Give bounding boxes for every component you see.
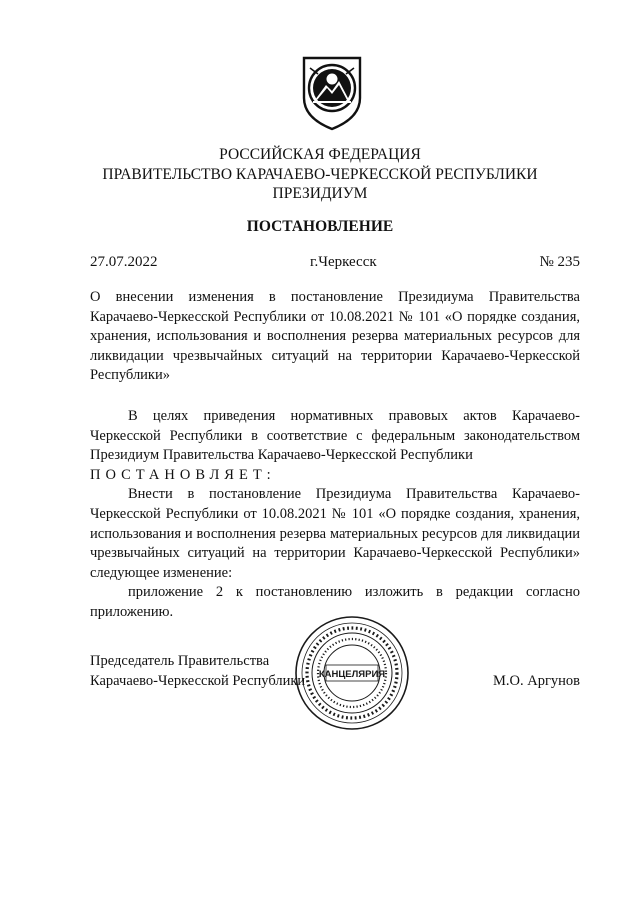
decree-paragraph <box>90 466 580 486</box>
document-header <box>0 145 640 204</box>
stamp-center-label: КАНЦЕЛЯРИЯ <box>318 669 386 680</box>
document-type: ПОСТАНОВЛЕНИЕ <box>246 218 394 235</box>
signatory-position-line-1: Председатель Правительства <box>90 653 270 669</box>
preamble-paragraph: В целях приведения нормативных правовых актов Карачаево-Черкесской Республики в соответствие с федеральным законодательством Президиум Правительства Карачаево-Черкесской Республики <box>90 408 580 464</box>
document-date: 27.07.2022 <box>90 254 158 270</box>
document-city: г.Черкесск <box>310 254 377 270</box>
official-stamp <box>293 614 411 732</box>
signatory-position-line-2: Карачаево-Черкесской Республики <box>90 672 306 689</box>
coat-of-arms-icon <box>296 52 368 132</box>
country-name: РОССИЙСКАЯ ФЕДЕРАЦИЯ <box>219 146 421 163</box>
government-name: ПРАВИТЕЛЬСТВО КАРАЧАЕВО-ЧЕРКЕССКОЙ РЕСПУБЛИКИ <box>102 165 538 183</box>
signatory-name: М.О. Аргунов <box>492 672 580 689</box>
document-body <box>90 407 580 623</box>
authority-name: ПРЕЗИДИУМ <box>272 185 368 202</box>
document-subject: О внесении изменения в постановление Президиума Правительства Карачаево-Черкесской Республики от 10.08.2021 № 101 «О порядке создания, хранения, использования и восполнения резерва материальных ресурсов для ликвидации чрезвычайных ситуаций на территории Карачаево-Черкесской Республики» <box>90 289 580 384</box>
decree-word: ПОСТАНОВЛЯЕТ: <box>90 466 276 483</box>
document-number: № 235 <box>539 254 580 270</box>
item-paragraph-2: приложение 2 к постановлению изложить в редакции согласно приложению. <box>90 584 580 620</box>
document-meta <box>90 254 580 274</box>
item-paragraph-1: Внести в постановление Президиума Правительства Карачаево-Черкесской Республики от 10.08.2021 № 101 «О порядке создания, хранения, использования и восполнения резерва материальных ресурсов для ликвидации чрезвычайных ситуаций на территории Карачаево-Черкесской Республики» следующее изменение: <box>90 486 580 581</box>
